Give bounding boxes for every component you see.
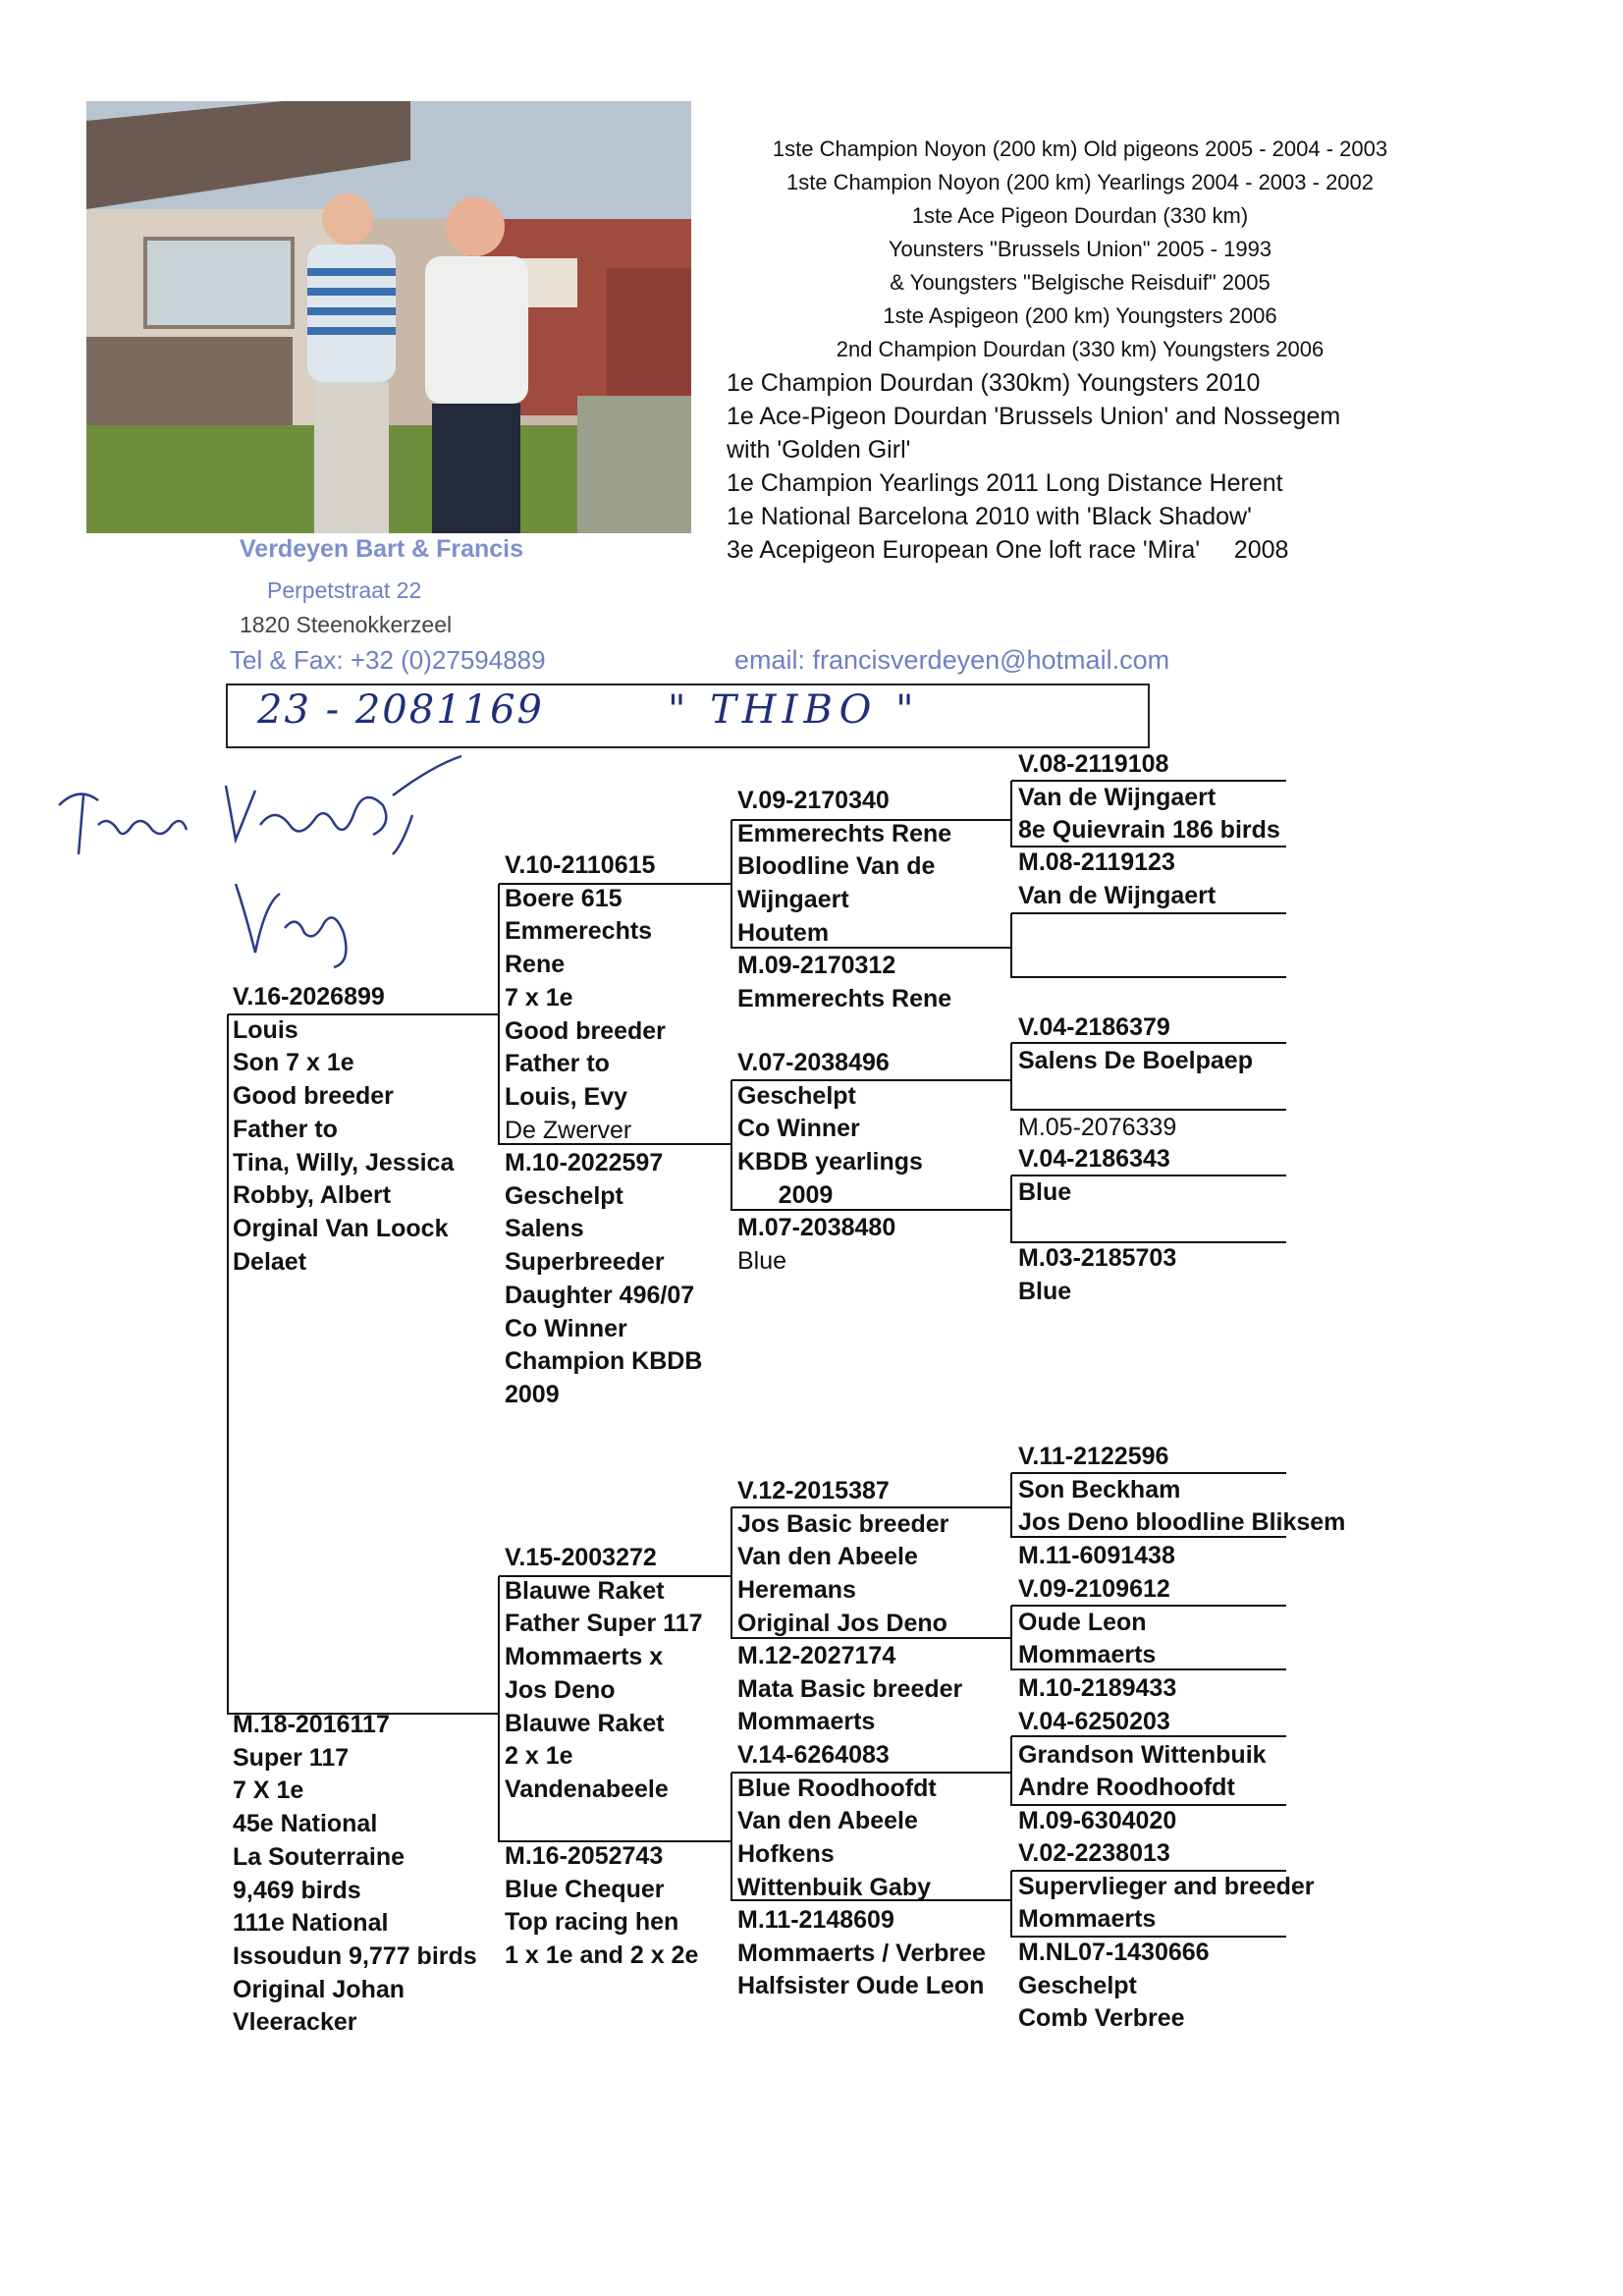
info-line: Champion KBDB [505,1347,703,1376]
ring-number: M.09-6304020 [1018,1807,1177,1834]
info-line: Good breeder [233,1082,394,1111]
info-line: Van den Abeele [737,1807,918,1835]
ancestor-ddsd [1018,1805,1176,1838]
info-line: Son Beckham [1018,1475,1181,1503]
info-line: Geschelpt [737,1081,856,1110]
sire-sire-dam [737,950,951,1015]
info-line: Wittenbuik Gaby [737,1873,932,1901]
ring-number: 23 - 2081169 [257,687,544,733]
subject-dam [233,1709,477,2040]
info-line: Jos Deno bloodline Bliksem [1018,1508,1346,1537]
ring-number: M.18-2016117 [233,1711,390,1738]
info-line: Son 7 x 1e [233,1049,354,1077]
telephone: Tel & Fax: +32 (0)27594889 [230,645,546,675]
info-line: Halfsister Oude Leon [737,1972,985,2000]
ring-number: V.12-2015387 [737,1477,890,1504]
sire-dam-dam [737,1212,895,1278]
info-line: Van de Wijngaert [1018,783,1217,811]
ancestor-sdds [1018,1143,1170,1209]
info-line: Issoudun 9,777 birds [233,1941,477,1970]
info-line: Oude Leon [1018,1608,1147,1636]
info-line: Father Super 117 [505,1610,703,1638]
info-line: Good breeder [505,1016,666,1045]
info-line: Original Jos Deno [737,1609,947,1637]
info-line: Super 117 [233,1743,350,1772]
info-line: Emmerechts Rene [737,984,952,1012]
info-line: Emmerechts Rene [737,819,952,847]
ring-number: V.10-2110615 [505,851,656,879]
info-line: Van den Abeele [737,1543,918,1571]
info-line: 9,469 birds [233,1876,361,1904]
achievement-line: 1ste Champion Noyon (200 km) Yearlings 2004 - 2003 - 2002 [785,170,1375,194]
ring-number: V.11-2122596 [1018,1443,1169,1470]
ring-number: M.05-2076339 [1018,1114,1177,1141]
info-line: Salens De Boelpaep [1018,1046,1253,1074]
info-line: Andre Roodhoofdt [1018,1774,1235,1802]
info-line: Mommaerts / Verbree [737,1939,986,1967]
ring-number: V.04-2186343 [1018,1145,1170,1173]
info-line: 1 x 1e and 2 x 2e [505,1941,699,1970]
info-line: Mommaerts [1018,1905,1157,1934]
ring-number: V.08-2119108 [1018,750,1169,778]
info-line: De Zwerver [505,1116,632,1144]
dam-dam-dam [737,1904,986,2003]
info-line: Mommaerts [737,1708,876,1736]
ring-number: V.04-6250203 [1018,1708,1170,1735]
info-line: Robby, Albert [233,1181,392,1210]
achievement-line: with 'Golden Girl' [727,436,911,464]
ancestor-sssd [1018,847,1216,912]
city-address: 1820 Steenokkerzeel [240,612,453,637]
ring-number: V.15-2003272 [505,1544,657,1571]
ring-number: M.09-2170312 [737,952,896,979]
info-line: Orginal Van Loock [233,1214,449,1242]
ancestor-sdsd [1018,1112,1176,1145]
achievement-line: & Youngsters "Belgische Reisduif" 2005 [890,270,1271,295]
info-line: Blauwe Raket [505,1709,665,1737]
info-line: Geschelpt [505,1181,623,1210]
info-line: Louis [233,1015,298,1044]
achievement-line: 1e Champion Yearlings 2011 Long Distance Herent [727,469,1283,497]
info-line: 8e Quievrain 186 birds [1018,816,1280,845]
info-line: Boere 615 [505,884,622,912]
info-line: Mommaerts [1018,1641,1157,1669]
info-line: Co Winner [505,1314,627,1342]
breeder-name: Verdeyen Bart & Francis [240,535,524,563]
info-line: Co Winner [737,1115,860,1143]
dam-sire-sire [737,1475,948,1641]
info-line: Top racing hen [505,1908,679,1937]
ring-number: M.11-6091438 [1018,1542,1175,1569]
info-line: Van de Wijngaert [1018,881,1217,909]
info-line: Daughter 496/07 [505,1281,695,1309]
info-line: Louis, Evy [505,1082,628,1111]
info-line: 2009 [505,1380,560,1408]
dam-dam-sire [737,1739,937,1905]
pigeon-name: " THIBO " [668,687,920,733]
ring-number: V.09-2109612 [1018,1575,1170,1603]
info-line: 7 x 1e [505,983,573,1011]
info-line: Salens [505,1215,584,1243]
ring-number: M.08-2119123 [1018,848,1175,876]
info-line: La Souterraine [233,1842,406,1871]
info-line: Blue [1018,1277,1072,1305]
info-line: Houtem [737,918,830,947]
info-line: Comb Verbree [1018,2004,1185,2033]
info-line: Blue [1018,1177,1072,1206]
ancestor-sddd [1018,1242,1176,1308]
breeders-photo [86,101,691,533]
sire-sire [505,849,666,1147]
info-line: 7 X 1e [233,1777,304,1805]
info-line: 111e National [233,1909,389,1938]
ring-number: M.11-2148609 [737,1906,894,1934]
info-line: Bloodline Van de [737,852,936,881]
info-line: KBDB yearlings [737,1148,923,1176]
achievement-line: 1ste Ace Pigeon Dourdan (330 km) [911,203,1249,228]
ring-number: V.04-2186379 [1018,1013,1170,1041]
info-line: Blue Roodhoofdt [737,1774,937,1802]
info-line: Jos Basic breeder [737,1509,949,1538]
info-line: Tina, Willy, Jessica [233,1148,455,1176]
info-line: Rene [505,951,566,979]
subject-sire [233,981,454,1279]
info-line: Emmerechts [505,917,653,946]
street-address: Perpetstraat 22 [267,577,422,603]
ancestor-sdss [1018,1011,1253,1077]
info-line: 45e National [233,1810,378,1838]
achievement-line: 1e National Barcelona 2010 with 'Black Shadow' [727,503,1252,530]
info-line: Blue [737,1246,787,1275]
achievement-line: 1ste Champion Noyon (200 km) Old pigeons 2005 - 2004 - 2003 [772,137,1388,161]
info-line: Vandenabeele [505,1775,669,1803]
ring-number: V.16-2026899 [233,983,385,1011]
info-line: Geschelpt [1018,1971,1137,1999]
info-line: Vleeracker [233,2008,357,2037]
achievement-line: 1e Champion Dourdan (330km) Youngsters 2010 [727,369,1261,397]
ring-number: V.07-2038496 [737,1049,890,1076]
info-line: Original Johan [233,1975,406,2003]
ring-number: M.03-2185703 [1018,1244,1177,1272]
sire-dam [505,1147,702,1412]
info-line: 2009 [737,1180,834,1209]
info-line: Delaet [233,1247,307,1276]
sire-sire-sire [737,785,951,951]
achievement-line: Younsters "Brussels Union" 2005 - 1993 [888,237,1272,261]
achievements-list [727,133,1473,567]
info-line: Grandson Wittenbuik [1018,1740,1267,1769]
achievement-line: 1ste Aspigeon (200 km) Youngsters 2006 [883,303,1277,328]
ring-number: M.07-2038480 [737,1214,896,1241]
ancestor-dsss [1018,1441,1345,1540]
ancestor-ddds [1018,1837,1315,1937]
ancestor-dssd [1018,1540,1175,1573]
ring-number: V.09-2170340 [737,787,890,814]
ancestor-ddss [1018,1706,1267,1805]
ancestor-ssss [1018,748,1280,847]
ancestor-dsds [1018,1573,1170,1672]
info-line: Mata Basic breeder [737,1674,963,1703]
ring-number: V.14-6264083 [737,1741,890,1769]
info-line: Jos Deno [505,1675,616,1704]
ring-number: V.02-2238013 [1018,1839,1170,1867]
ancestor-dddd [1018,1937,1210,2036]
achievement-line: 3e Acepigeon European One loft race 'Mira' 2008 [727,536,1289,564]
ring-number: M.16-2052743 [505,1842,664,1870]
ancestor-dsdd [1018,1672,1176,1706]
dam-sire [505,1542,702,1807]
dam-sire-dam [737,1640,962,1739]
info-line: Heremans [737,1576,856,1605]
achievement-line: 1e Ace-Pigeon Dourdan 'Brussels Union' and Nossegem [727,403,1341,430]
info-line: Father to [233,1115,338,1143]
info-line: Father to [505,1050,610,1078]
info-line: Mommaerts x [505,1643,664,1671]
info-line: Blue Chequer [505,1875,665,1903]
ring-number: M.12-2027174 [737,1642,896,1669]
info-line: 2 x 1e [505,1742,573,1771]
info-line: Blauwe Raket [505,1576,665,1605]
sire-dam-sire [737,1047,923,1213]
info-line: Wijngaert [737,886,849,914]
dam-dam [505,1840,698,1973]
ring-number: M.NL07-1430666 [1018,1939,1210,1966]
info-line: Hofkens [737,1840,835,1869]
info-line: Supervlieger and breeder [1018,1872,1315,1900]
handwritten-signature [39,746,471,972]
email-address: email: francisverdeyen@hotmail.com [734,645,1170,675]
ring-number: M.10-2189433 [1018,1674,1177,1702]
info-line: Superbreeder [505,1248,665,1277]
achievement-line: 2nd Champion Dourdan (330 km) Youngsters 2006 [836,337,1325,361]
ring-number: M.10-2022597 [505,1149,664,1176]
